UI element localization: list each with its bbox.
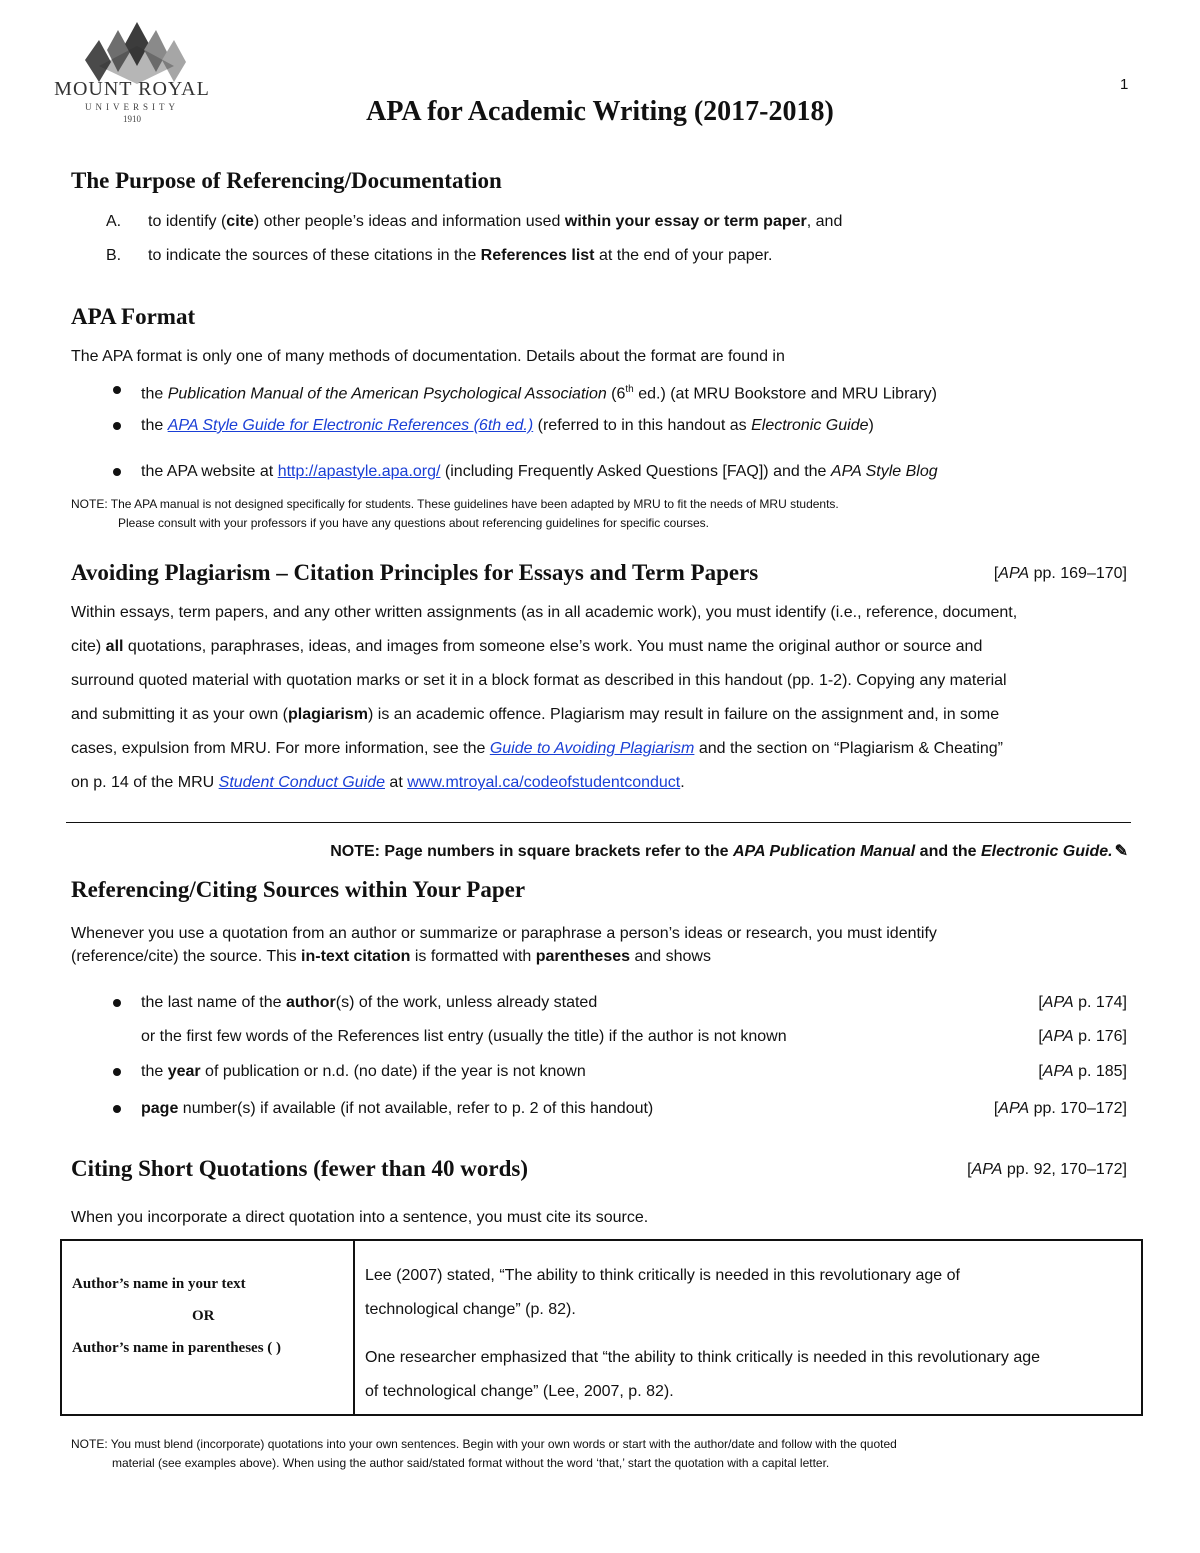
- right-cell: [365, 1259, 1135, 1409]
- bold-text: in-text citation: [301, 948, 411, 965]
- quotation-table-divider: [353, 1241, 355, 1414]
- bold-text: cite: [226, 213, 254, 230]
- cell-label: Author’s name in your text: [72, 1276, 246, 1292]
- apa-format-note-line1: NOTE: The APA manual is not designed specifically for students. These guidelines have been adapted by MRU to fit the needs of MRU students.: [71, 497, 839, 511]
- text: ) is an academic offence. Plagiarism may result in failure on the assignment and, in some: [368, 706, 1000, 723]
- paragraph-line: [71, 698, 1017, 732]
- quotation-table: [60, 1239, 1143, 1416]
- left-cell: [72, 1268, 342, 1364]
- citing-item-year: [141, 1055, 586, 1089]
- bold-text: References list: [480, 247, 595, 264]
- italic-text: APA: [998, 565, 1030, 582]
- text: and shows: [630, 948, 711, 965]
- short-quotes-ref: [APA pp. 92, 170–172]: [967, 1161, 1127, 1178]
- bold-text: author: [285, 994, 336, 1011]
- text: (s) of the work, unless already stated: [335, 994, 598, 1011]
- citing-intro: [71, 922, 937, 968]
- italic-text: APA: [1042, 1028, 1074, 1045]
- apa-format-heading: APA Format: [71, 304, 196, 329]
- text: number(s) if available (if not available, refer to p. 2 of this handout): [178, 1100, 654, 1117]
- bold-text: year: [167, 1063, 201, 1080]
- citing-ref-page: [APA pp. 170–172]: [993, 1100, 1127, 1117]
- paragraph-line: [71, 732, 1017, 766]
- paragraph-line: [71, 766, 1017, 800]
- logo-subtext: UNIVERSITY: [85, 102, 179, 112]
- citing-ref-author: [APA p. 174]: [1038, 994, 1127, 1011]
- plagiarism-ref: [994, 565, 1127, 583]
- logo-year: 1910: [123, 114, 141, 124]
- bullet-icon: [113, 1105, 121, 1113]
- superscript: th: [625, 384, 634, 395]
- text: to identify (: [148, 213, 227, 230]
- italic-text: Electronic Guide.: [981, 843, 1113, 860]
- page-number: 1: [1120, 76, 1129, 93]
- text: on p. 14 of the MRU: [71, 774, 219, 791]
- cell-label: Author’s name in parentheses ( ): [72, 1340, 282, 1356]
- short-quotes-note-line1: NOTE: You must blend (incorporate) quotations into your own sentences. Begin with your own words or start with the author/date and follow with the quoted: [71, 1437, 897, 1451]
- text: cases, expulsion from MRU. For more information, see the: [71, 740, 490, 757]
- page-title: APA for Academic Writing (2017-2018): [366, 96, 834, 127]
- italic-text: APA: [1042, 1063, 1074, 1080]
- text: cite): [71, 638, 106, 655]
- text: is formatted with: [410, 948, 536, 965]
- text: the last name of the: [141, 994, 286, 1011]
- logo-mark-icon: [52, 22, 212, 84]
- example-line: One researcher emphasized that “the ability to think critically is needed in this revolutionary age: [365, 1349, 1041, 1366]
- page-number-note: [330, 841, 1128, 861]
- text: quotations, paraphrases, ideas, and images from someone else’s work. You must name the original author or source and: [123, 638, 983, 655]
- avoiding-plagiarism-link[interactable]: Guide to Avoiding Plagiarism: [489, 740, 695, 757]
- bullet-icon: [113, 386, 121, 394]
- text: and the: [915, 843, 981, 860]
- citing-ref-year: [APA p. 185]: [1038, 1063, 1127, 1080]
- citing-item-page: [141, 1092, 653, 1126]
- electronic-guide-link[interactable]: APA Style Guide for Electronic References (6th ed.): [167, 417, 534, 434]
- text: (including Frequently Asked Questions [FAQ]) and the: [440, 463, 831, 480]
- bold-text: within your essay or term paper: [564, 213, 807, 230]
- apa-format-item-website: [141, 455, 938, 489]
- text: or the first few words of the References list entry (usually the title) if the author is not known: [141, 1028, 787, 1045]
- text: of publication or n.d. (no date) if the year is not known: [200, 1063, 586, 1080]
- italic-text: APA: [1042, 994, 1074, 1011]
- citing-ref-title: [APA p. 176]: [1038, 1028, 1127, 1045]
- text: (reference/cite) the source. This: [71, 948, 302, 965]
- paragraph-line: [71, 630, 1017, 664]
- text: ): [868, 417, 874, 434]
- student-conduct-guide-link[interactable]: Student Conduct Guide: [218, 774, 385, 791]
- text: to indicate the sources of these citations in the: [148, 247, 481, 264]
- bold-text: parentheses: [535, 948, 631, 965]
- citing-heading: Referencing/Citing Sources within Your Paper: [71, 877, 526, 902]
- text: [: [993, 565, 999, 582]
- text: and submitting it as your own (: [71, 706, 288, 723]
- bullet-icon: [113, 999, 121, 1007]
- bold-text: plagiarism: [288, 706, 369, 723]
- text: the: [141, 1063, 168, 1080]
- bullet-icon: [113, 422, 121, 430]
- text: pp. 92, 170–172]: [1002, 1161, 1127, 1178]
- italic-text: APA Publication Manual: [732, 843, 916, 860]
- italic-text: Publication Manual of the American Psychological Association: [167, 385, 607, 403]
- purpose-item-b: [106, 239, 772, 273]
- bullet-icon: [113, 1068, 121, 1076]
- pencil-icon: ✎: [1114, 843, 1128, 860]
- example-line: Lee (2007) stated, “The ability to think critically is needed in this revolutionary age of: [365, 1267, 960, 1284]
- cell-label: OR: [192, 1308, 215, 1324]
- text: p. 174]: [1073, 994, 1127, 1011]
- text: , and: [806, 213, 843, 230]
- text: .: [680, 774, 685, 791]
- text: the: [141, 417, 168, 434]
- short-quotes-note-line2: material (see examples above). When using the author said/stated format without the word ‘that,’ start the quotation with a capital letter.: [112, 1456, 830, 1470]
- text: pp. 170–172]: [1029, 1100, 1127, 1117]
- text: pp. 169–170]: [1029, 565, 1127, 582]
- section-divider: [66, 822, 1131, 823]
- list-marker: A.: [106, 213, 122, 230]
- paragraph-line: [71, 945, 937, 968]
- citing-item-author: [141, 986, 597, 1020]
- text: the APA website at: [141, 463, 278, 480]
- purpose-heading: The Purpose of Referencing/Documentation: [71, 168, 502, 193]
- italic-text: APA: [998, 1100, 1030, 1117]
- apa-format-item-manual: [141, 373, 937, 411]
- citing-item-title: [141, 1020, 787, 1054]
- logo-text: MOUNT ROYAL: [54, 78, 210, 100]
- text: ) other people’s ideas and information used: [253, 213, 565, 230]
- bullet-icon: [113, 468, 121, 476]
- text: at the end of your paper.: [594, 247, 773, 264]
- text: the: [141, 385, 168, 403]
- bold-text: page: [141, 1100, 179, 1117]
- paragraph-line: surround quoted material with quotation marks or set it in a block format as described in this handout (pp. 1-2). Copying any material: [71, 672, 1007, 689]
- text: at: [384, 774, 408, 791]
- text: NOTE: Page numbers in square brackets refer to the: [330, 843, 733, 860]
- plagiarism-paragraph: [71, 596, 1017, 800]
- plagiarism-heading: Avoiding Plagiarism – Citation Principles for Essays and Term Papers: [71, 560, 759, 585]
- text: p. 185]: [1073, 1063, 1127, 1080]
- text: (6: [606, 385, 626, 403]
- short-quotes-heading: Citing Short Quotations (fewer than 40 words): [71, 1156, 529, 1181]
- bold-text: all: [105, 638, 124, 655]
- italic-text: Electronic Guide: [751, 417, 869, 434]
- text: p. 176]: [1073, 1028, 1127, 1045]
- example-line: technological change” (p. 82).: [365, 1301, 576, 1318]
- paragraph-line: Within essays, term papers, and any other written assignments (as in all academic work), you must identify (i.e., reference, document,: [71, 604, 1018, 621]
- apastyle-link[interactable]: http://apastyle.apa.org/: [277, 463, 441, 480]
- text: and the section on “Plagiarism & Cheating”: [694, 740, 1003, 757]
- apa-format-item-guide: [141, 409, 874, 443]
- code-of-conduct-link[interactable]: www.mtroyal.ca/codeofstudentconduct: [407, 774, 681, 791]
- text: ed.) (at MRU Bookstore and MRU Library): [633, 385, 937, 403]
- purpose-item-a: [106, 205, 842, 239]
- apa-format-intro: The APA format is only one of many methods of documentation. Details about the format are found in: [71, 348, 785, 365]
- short-quotes-intro: When you incorporate a direct quotation into a sentence, you must cite its source.: [71, 1209, 649, 1226]
- italic-text: APA: [971, 1161, 1003, 1178]
- text: (referred to in this handout as: [533, 417, 752, 434]
- paragraph-line: Whenever you use a quotation from an author or summarize or paraphrase a person’s ideas or research, you must identify: [71, 925, 937, 942]
- list-marker: B.: [106, 247, 122, 264]
- example-line: of technological change” (Lee, 2007, p. 82).: [365, 1383, 674, 1400]
- apa-format-note-line2: Please consult with your professors if you have any questions about referencing guidelines for specific courses.: [118, 516, 709, 530]
- italic-text: APA Style Blog: [830, 463, 938, 480]
